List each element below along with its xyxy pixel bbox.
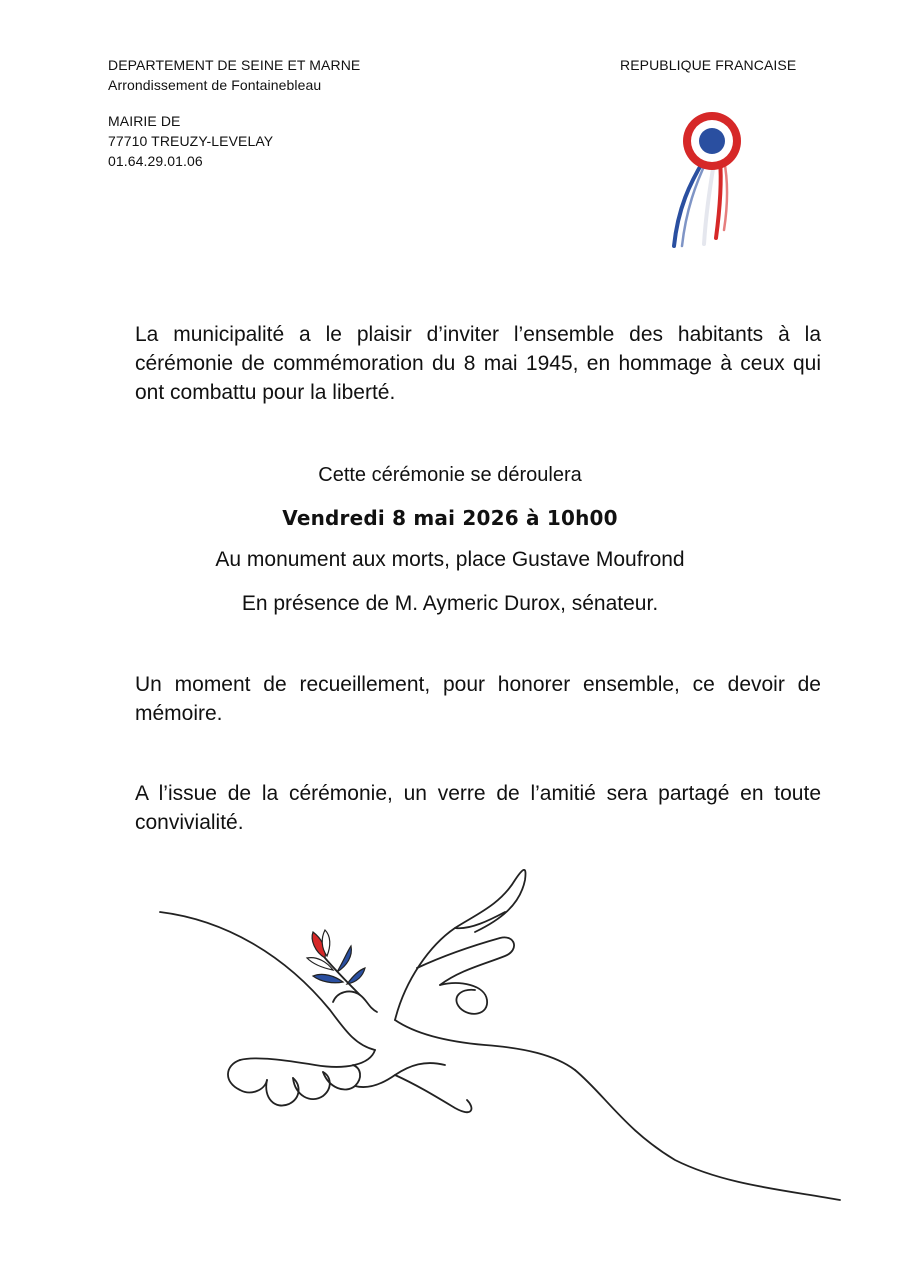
header-left-block <box>108 55 360 171</box>
announce-text: Cette cérémonie se déroulera <box>318 464 582 486</box>
peace-dove-olive-branch-icon <box>155 860 845 1205</box>
tricolor-cockade-icon <box>660 108 760 250</box>
arrondissement-text: Arrondissement de Fontainebleau <box>108 77 322 93</box>
date-time-text: Vendredi 8 mai 2026 à 10h00 <box>282 506 618 530</box>
mairie-text: MAIRIE DE <box>108 113 181 129</box>
intro-paragraph: La municipalité a le plaisir d’inviter l’ensemble des habitants à la cérémonie de commémoration du 8 mai 1945, en hommage à ceux qui ont combattu pour la liberté. <box>135 323 821 404</box>
recueillement-paragraph: Un moment de recueillement, pour honorer ensemble, ce devoir de mémoire. <box>135 673 821 725</box>
address-text: 77710 TREUZY-LEVELAY <box>108 133 274 149</box>
phone-text: 01.64.29.01.06 <box>108 153 203 169</box>
department-text: DEPARTEMENT DE SEINE ET MARNE <box>108 57 361 73</box>
place-text: Au monument aux morts, place Gustave Moufrond <box>215 548 685 571</box>
verre-paragraph: A l’issue de la cérémonie, un verre de l’amitié sera partagé en toute convivialité. <box>135 782 821 834</box>
republic-text: REPUBLIQUE FRANCAISE <box>620 57 797 73</box>
presence-text: En présence de M. Aymeric Durox, sénateur. <box>241 592 659 615</box>
